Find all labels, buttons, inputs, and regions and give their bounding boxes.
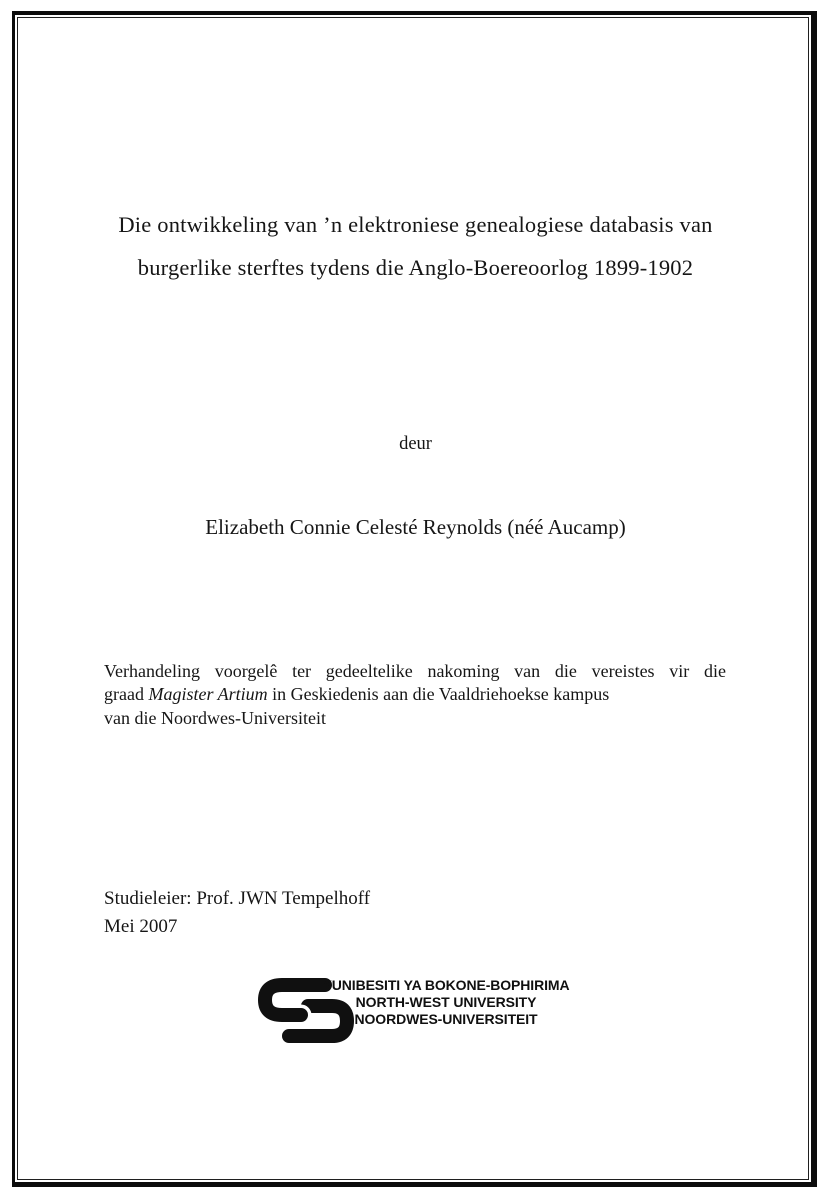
nwu-wordmark-line-1: YUNIBESITI YA BOKONE-BOPHIRIMA [322, 977, 570, 993]
degree-name: Magister Artium [148, 684, 268, 705]
date-line: Mei 2007 [104, 916, 178, 937]
thesis-title [45, 203, 786, 289]
degree-statement-line-2-suffix: in Geskiedenis aan die Vaaldriehoekse kampus [267, 684, 610, 705]
supervisor-line: Studieleier: Prof. JWN Tempelhoff [104, 888, 371, 909]
degree-statement-line-2 [104, 683, 726, 706]
byline-label: deur [399, 434, 432, 454]
thesis-title-line-1: Die ontwikkeling van ’n elektroniese genealogiese databasis van [118, 212, 713, 237]
degree-statement [104, 660, 726, 730]
thesis-title-line-2: burgerlike sterftes tydens die Anglo-Boereoorlog 1899-1902 [137, 255, 694, 280]
degree-statement-line-2-prefix: graad [104, 684, 149, 705]
nwu-wordmark-line-3: NOORDWES-UNIVERSITEIT [354, 1010, 538, 1027]
nwu-wordmark [318, 977, 574, 1027]
supervisor-block [104, 885, 370, 941]
nwu-wordmark-line-2: NORTH-WEST UNIVERSITY [355, 993, 537, 1010]
degree-statement-line-1: Verhandeling voorgelê ter gedeeltelike nakoming van die vereistes vir die [104, 661, 726, 681]
university-logo [258, 972, 588, 1054]
degree-statement-line-3: van die Noordwes-Universiteit [104, 707, 326, 728]
author-name: Elizabeth Connie Celesté Reynolds (néé Aucamp) [205, 515, 626, 539]
